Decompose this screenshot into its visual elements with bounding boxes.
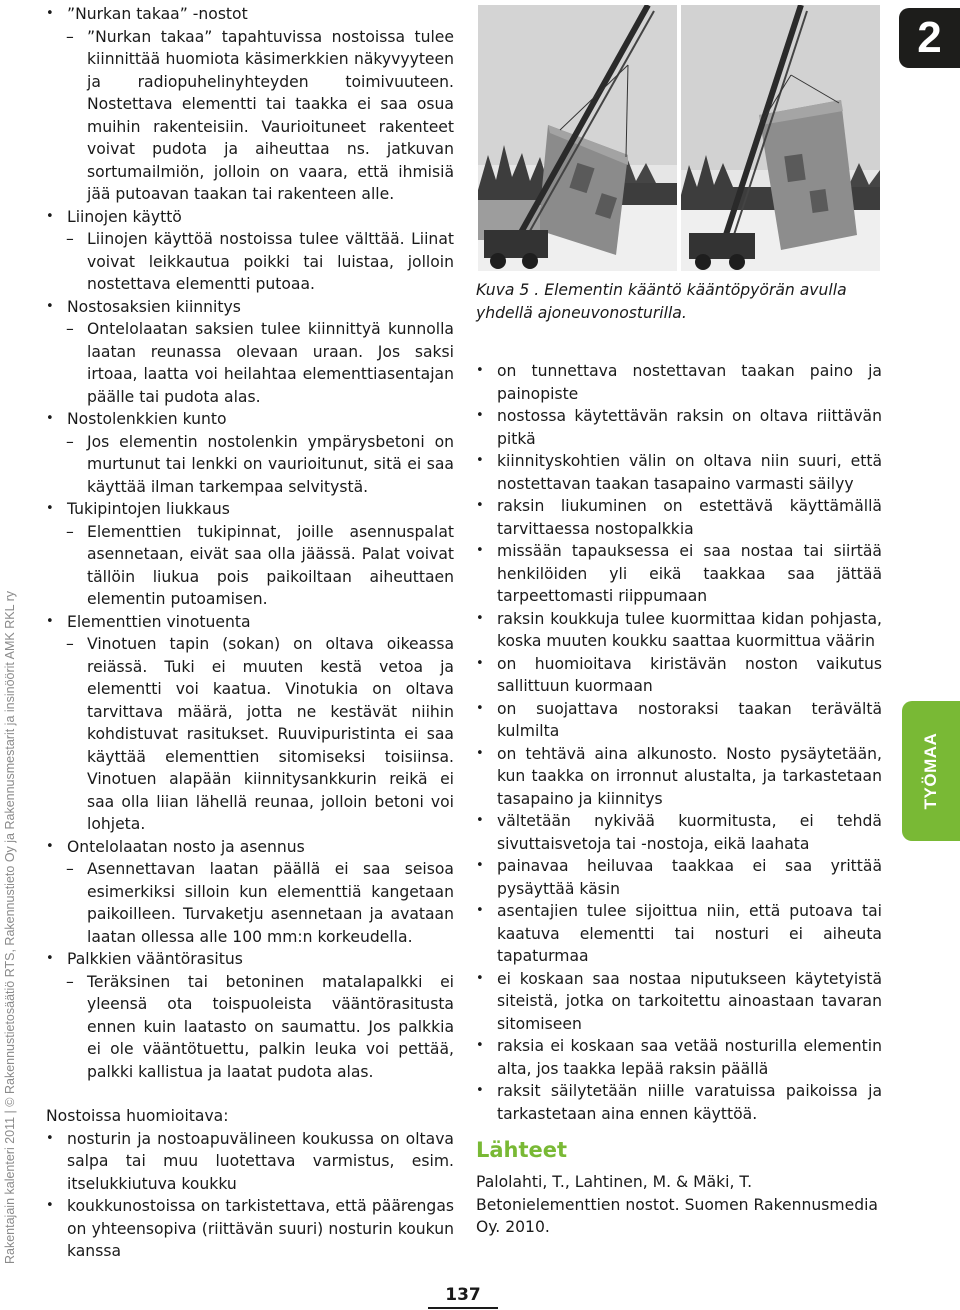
list-item-palkit: • Palkkien vääntörasitus <box>46 948 454 971</box>
list-subitem-nostosakset: – Ontelolaatan saksien tulee kiinnittyä kunnolla laatan reunassa olevaan uraan. Jos saksi irtoaa, laatta voi heilahtaa elementtiasentajan päälle tai pudota alas. <box>46 318 454 408</box>
list-item-raksien-sailytys: • raksit säilytetään niille varatuissa paikoissa ja tarkastetaan aina ennen käyttöä. <box>476 1080 882 1125</box>
list-subitem-nurkan-takaa: – ”Nurkan takaa” tapahtuvissa nostoissa tulee kiinnittää huomiota käsimerkkien näkyvyyteen ja radiopuhelinyhteyden toimivuuteen. Nostettava elementti tai taakka ei saa osua muihin rakenteisiin. Vaurioituneet rakenteet voivat pudota ja aiheuttaa ns. jatkuvan sortumailmiön, jolloin on vaara, että ihmisiä jää putoavan taakan tai rakenteen alle. <box>46 26 454 206</box>
list-item-nurkan-takaa: • ”Nurkan takaa” -nostot <box>46 3 454 26</box>
list-item-nykiva-kuormitus: • vältetään nykivää kuormitusta, ei tehdä sivuttaisvetoja tai -nostoja, eikä laahata <box>476 810 882 855</box>
list-item-asentajat: • asentajien tulee sijoittua niin, että putoava tai kaatuva elementti tai nosturi ei aiheuta tapaturmaa <box>476 900 882 968</box>
page-number: 137 <box>428 1284 498 1309</box>
list-subitem-palkit: – Teräksinen tai betoninen matalapalkki ei yleensä ota toispuoleista vääntörasitusta ennen kuin laatasto on saumattu. Jos palkkia ei ole vääntötuettu, palkin leuka voi pettää, palkki kallistua ja laatat pudota alas. <box>46 971 454 1084</box>
list-item-alkunosto: • on tehtävä aina alkunosto. Nosto pysäytetään, kun taakka on irronnut alustalta, ja tarkastetaan tasapaino ja kiinnitys <box>476 743 882 811</box>
list-item-henkiloiden-yli: • missään tapauksessa ei saa nostaa tai siirtää henkilöiden yli eikä taakkaa saa jättää tarpeettomasti riippumaan <box>476 540 882 608</box>
list-item-koukut: • raksin koukkuja tulee kuormittaa kidan pohjasta, koska muuten koukku saattaa kuormittua väärin <box>476 608 882 653</box>
list-item-raksin-veto: • raksia ei koskaan saa vetää nosturilla elementin alta, jos taakka lepää raksin päällä <box>476 1035 882 1080</box>
section-tab <box>902 701 960 841</box>
list-subitem-tukipinnat: – Elementtien tukipinnat, joille asennuspalat asennetaan, eivät saa olla jäässä. Palat voivat tällöin liukua pois paikoiltaan aiheuttaen elementin putoamisen. <box>46 521 454 611</box>
copyright-side-note: Rakentajain kalenteri 2011 | © Rakennustietosäätiö RTS, Rakennustieto Oy ja Rakennusmestarit ja insinöörit AMK RKL ry <box>3 591 17 1264</box>
references-heading: Lähteet <box>476 1138 568 1162</box>
list-item-vinotuenta: • Elementtien vinotuenta <box>46 611 454 634</box>
crane-photo-right <box>681 5 880 271</box>
list-item-nostosakset: • Nostosaksien kiinnitys <box>46 296 454 319</box>
chapter-number-tab: 2 <box>899 8 960 68</box>
section-tab-label: TYÖMAA <box>921 732 940 810</box>
left-column <box>46 0 454 1263</box>
list-item-nostopalkki: • raksin liukuminen on estettävä käyttämällä tarvittaessa nostopalkkia <box>476 495 882 540</box>
list-item-salpa: • nosturin ja nostoapuvälineen koukussa on oltava salpa tai muu luotettava varmistus, esim. itselukkiutuva koukku <box>46 1128 454 1196</box>
list-subitem-nostolenkit: – Jos elementin nostolenkin ympärysbetoni on murtunut tai lenkki on vaurioitunut, sitä ei saa käyttää ilman tarkempaa selvitystä. <box>46 431 454 499</box>
list-subitem-ontelolaatta: – Asennettavan laatan päällä ei saa seisoa esimerkiksi silloin kun elementtiä kangetaan paikoilleen. Turvaketju asennetaan ja avataan laatan ollessa alle 100 mm:n korkeudella. <box>46 858 454 948</box>
list-item-tukipinnat: • Tukipintojen liukkaus <box>46 498 454 521</box>
figure-photos <box>478 5 880 271</box>
list-item-ontelolaatta: • Ontelolaatan nosto ja asennus <box>46 836 454 859</box>
list-item-nostolenkit: • Nostolenkkien kunto <box>46 408 454 431</box>
figure-caption: Kuva 5 . Elementin kääntö kääntöpyörän avulla yhdellä ajoneuvonosturilla. <box>476 281 847 322</box>
list-item-niputussiteet: • ei koskaan saa nostaa niputukseen käytetyistä siteistä, jotka on tarkoitettu ainoastaan tavaran sitomiseen <box>476 968 882 1036</box>
list-subitem-liinat: – Liinojen käyttöä nostoissa tulee välttää. Liinat voivat leikkautua poikki tai luistaa, jolloin nostettava elementti putoaa. <box>46 228 454 296</box>
list-item-kiristava-nosto: • on huomioitava kiristävän noston vaikutus sallittuun kuormaan <box>476 653 882 698</box>
checklist-intro: Nostoissa huomioitava: <box>46 1107 229 1125</box>
list-item-suojaus: • on suojattava nostoraksi taakan terävältä kulmilta <box>476 698 882 743</box>
crane-photo-left <box>478 5 677 271</box>
references-text: Palolahti, T., Lahtinen, M. & Mäki, T. Betonielementtien nostot. Suomen Rakennusmedia Oy. 2010. <box>476 1173 878 1236</box>
list-item-paarengas: • koukkunostoissa on tarkistettava, että päärengas on yhteensopiva (riittävän suuri) nosturin koukun kanssa <box>46 1195 454 1263</box>
list-item-kiinnitysvali: • kiinnityskohtien välin on oltava niin suuri, että nostettavan taakan tasapaino varmasti säilyy <box>476 450 882 495</box>
list-item-raksi-pituus: • nostossa käytettävän raksin on oltava riittävän pitkä <box>476 405 882 450</box>
list-item-liinat: • Liinojen käyttö <box>46 206 454 229</box>
list-subitem-vinotuenta: – Vinotuen tapin (sokan) on oltava oikeassa reiässä. Tuki ei muuten kestä vetoa ja elementti voi kaatua. Vinotukia on oltava tarvittava määrä, jotta ne kestävät niihin kohdistuvat rasitukset. Ruuvipuristinta ei saa käyttää elementtien sitomiseksi toisiinsa. Vinotuen alapään kiinnitysankkurin reikä ei saa olla liian lähellä reunaa, jolloin betoni voi lohjeta. <box>46 633 454 836</box>
right-column <box>476 360 882 1125</box>
list-item-heiluva-taakka: • painavaa heiluvaa taakkaa ei saa yrittää pysäyttää käsin <box>476 855 882 900</box>
list-item-paino: • on tunnettava nostettavan taakan paino ja painopiste <box>476 360 882 405</box>
